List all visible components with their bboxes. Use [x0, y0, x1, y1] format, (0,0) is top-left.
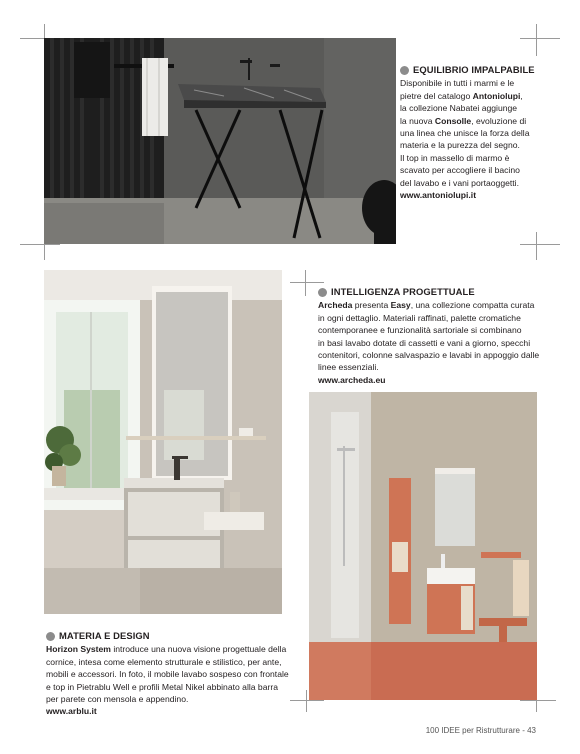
caption-materia: [46, 630, 306, 718]
crop-mark: [20, 244, 60, 245]
crop-mark: [536, 24, 537, 56]
photo-antoniolupi-consolle: [44, 38, 396, 244]
caption-heading: [46, 630, 306, 642]
caption-line: contenitori, colonne salvaspazio e lavabi in appoggio dalle: [318, 350, 540, 361]
caption-line: Horizon System introduce una nuova visione progettuale della: [46, 644, 287, 655]
crop-mark: [520, 38, 560, 39]
caption-line: in basi lavabo dotate di cassetti e vani a giorno, specchi: [318, 337, 531, 348]
caption-line: Il top in massello di marmo è: [400, 152, 510, 163]
crop-mark: [305, 270, 306, 296]
caption-equilibrio: [400, 64, 540, 201]
photo-arblu-horizon: [44, 270, 282, 614]
link-antoniolupi[interactable]: www.antoniolupi.it: [400, 190, 477, 201]
caption-line: pietre del catalogo Antoniolupi,: [400, 90, 523, 101]
link-arblu[interactable]: www.arblu.it: [46, 706, 97, 717]
caption-line: scavato per accogliere il bacino: [400, 165, 520, 176]
caption-line: la nuova Consolle, evoluzione di: [400, 115, 527, 126]
caption-heading: [318, 286, 546, 298]
crop-mark: [520, 700, 556, 701]
link-archeda[interactable]: www.archeda.eu: [318, 374, 386, 385]
caption-line: del lavabo e i vani portaoggetti.: [400, 177, 519, 188]
caption-line: la collezione Nabatei aggiunge: [400, 103, 518, 114]
caption-line: per parete con mensola e appendino.: [46, 694, 189, 705]
bullet-icon: [318, 288, 327, 297]
caption-line: cornice, intesa come elemento strutturale e stilistico, per ante,: [46, 656, 282, 667]
caption-intelligenza: [318, 286, 546, 386]
caption-line: e top in Pietrablu Well e profili Metal Nikel abbinato alla barra: [46, 681, 278, 692]
caption-line: contemporanee e funzionalità sartoriale si combinano: [318, 325, 522, 336]
crop-mark: [520, 244, 560, 245]
caption-line: Archeda presenta Easy, una collezione compatta curata: [318, 300, 535, 311]
caption-line: in ogni dettaglio. Materiali raffinati, palette cromatiche: [318, 312, 521, 323]
crop-mark: [306, 690, 307, 712]
bullet-icon: [46, 632, 55, 641]
caption-title: MATERIA E DESIGN: [59, 630, 150, 641]
caption-title: EQUILIBRIO IMPALPABILE: [413, 64, 535, 75]
caption-line: una linea che unisce la forza della: [400, 128, 530, 139]
crop-mark: [290, 282, 324, 283]
page-footer: 100 IDEE per Ristrutturare - 43: [425, 726, 536, 735]
caption-line: materia e la purezza del segno.: [400, 140, 520, 151]
crop-mark: [536, 232, 537, 260]
caption-heading: [400, 64, 540, 76]
caption-line: mobili e accessori. In foto, il mobile lavabo sospeso con frontale: [46, 669, 289, 680]
caption-title: INTELLIGENZA PROGETTUALE: [331, 286, 475, 297]
caption-line: Disponibile in tutti i marmi e le: [400, 78, 515, 89]
photo-archeda-easy: [309, 392, 537, 700]
caption-line: linee essenziali.: [318, 362, 379, 373]
bullet-icon: [400, 66, 409, 75]
